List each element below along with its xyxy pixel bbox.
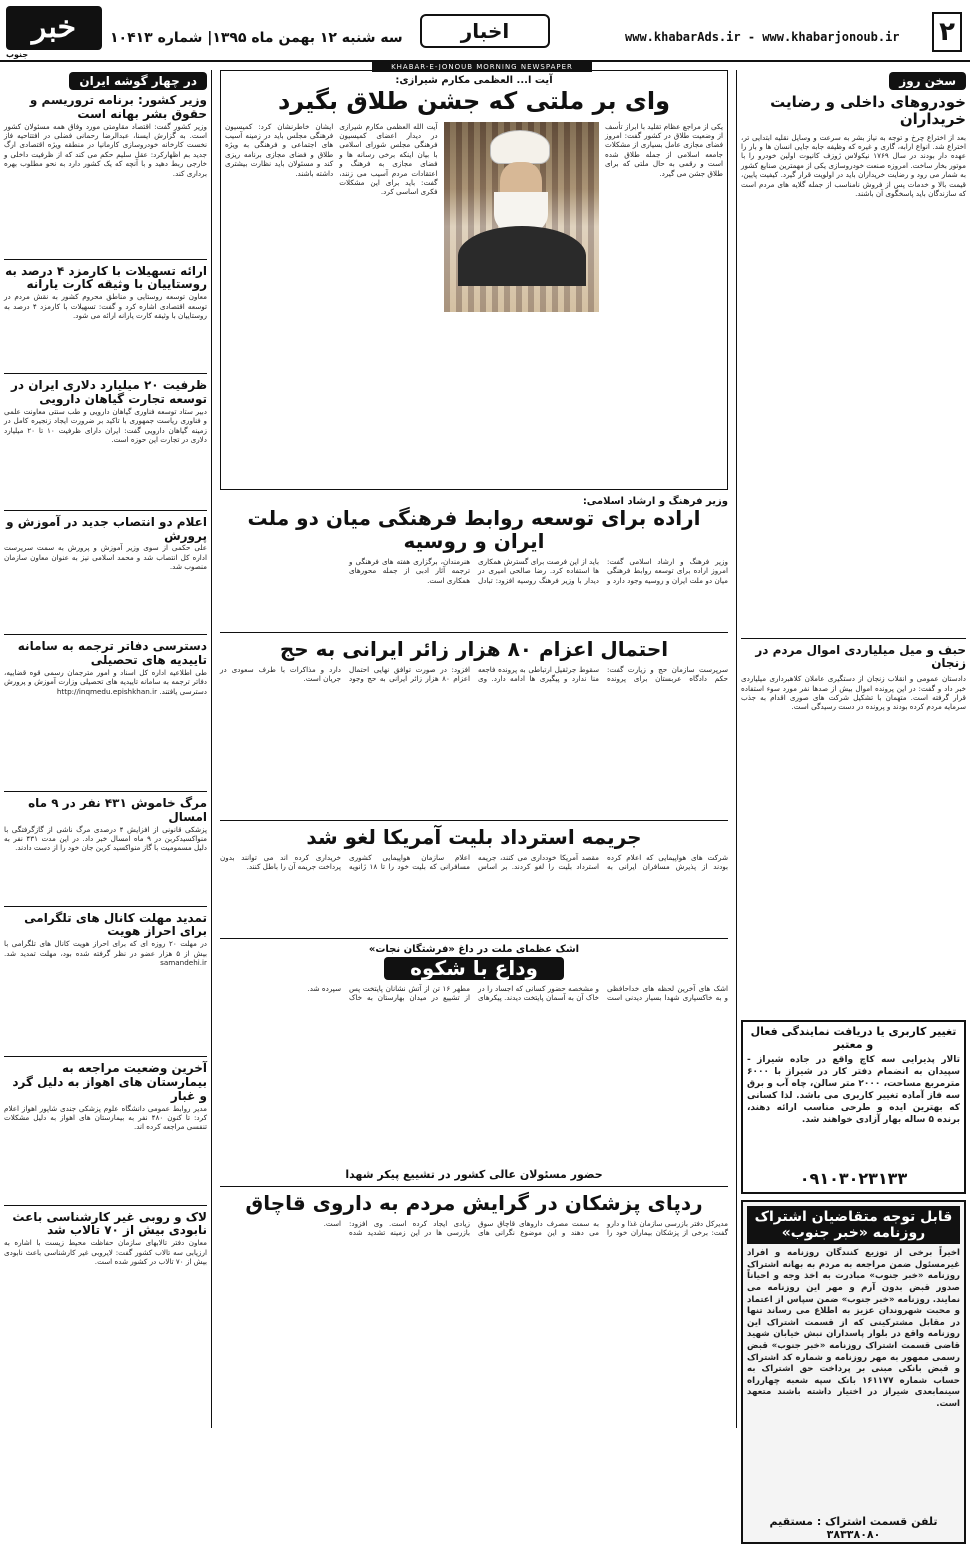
brief-text: مدیر روابط عمومی دانشگاه علوم پزشکی جندی شاپور اهواز اعلام کرد: تا کنون ۴۸۰ نفر به بیمارستان های اهواز به دلیل مشکلات تنفسی مراجعه کرده اند. — [4, 1103, 207, 1132]
brief-item — [4, 797, 207, 901]
top-story-kicker: آیت ا... العظمی مکارم شیرازی: — [395, 75, 553, 86]
brief-text: طی اطلاعیه اداره کل اسناد و امور مترجمان رسمی قوه قضاییه، دفاتر ترجمه به سامانه تاییدیه های تحصیلی وزارت آموزش و پرورش دسترسی یافتند. http://inqmedu.epishkhan.ir — [4, 667, 207, 696]
culture-text: وزیر فرهنگ و ارشاد اسلامی گفت: امروز اراده برای توسعه روابط فرهنگی میان دو ملت ایران و روسیه وجود دارد و باید از این فرصت برای گسترش همکاری ها استفاده کرد. رضا صالحی امیری در دیدار با وزیر فرهنگ روسیه افزود: تبادل هنرمندان، برگزاری هفته های فرهنگی و ترجمه آثار ادبی از جمله محورهای همکاری است. — [349, 557, 728, 585]
doctor-text: مدیرکل دفتر بازرسی سازمان غذا و دارو گفت: برخی از پزشکان بیماران خود را به سمت مصرف داروهای قاچاق سوق می دهند و این موضوع نگرانی های زیادی ایجاد کرده است. وی افزود: بازرسی ها در این زمینه تشدید شده است. — [323, 1219, 728, 1238]
main-column — [216, 70, 732, 1428]
top-story-headline: وای بر ملتی که جشن طلاق بگیرد — [277, 87, 671, 115]
ad-subscription-phone: تلفن قسمت اشتراک : مستقیم ۳۸۳۳۸۰۸۰ — [769, 1515, 938, 1541]
doctor-story — [220, 1192, 728, 1349]
brief-item — [4, 516, 207, 630]
brief-item — [4, 640, 207, 786]
brief-title: وزیر کشور: برنامه تروریسم و حقوق بشر بهانه است — [29, 93, 207, 121]
brief-text: در مهلت ۲۰ روزه ای که برای احراز هویت کانال های تلگرامی با بیش از ۵ هزار عضو در نظر گرفته شده بود، مهلت تمدید شد. samandehi.ir — [4, 939, 208, 967]
brief-text: پزشکی قانونی از افزایش ۴ درصدی مرگ ناشی از گازگرفتگی با منواکسیدکربن در ۹ ماه امسال خبر داد. در این مدت ۴۳۱ نفر به دلیل مسمومیت با گاز منواکسید کربن جان خود را از دست دادند. — [4, 824, 208, 853]
brief-text: دبیر ستاد توسعه فناوری گیاهان دارویی و طب سنتی معاونت علمی و فناوری ریاست جمهوری با تاکید بر ضرورت ایجاد زنجیره کامل در زمینه گیاهان دارویی گفت: ایران دارای ظرفیت ۱۰ تا ۲۰ میلیارد دلاری در تجارت این حوزه است. — [4, 406, 207, 444]
farewell-kicker: اشک عظمای ملت در داغ «فرشتگان نجات» — [368, 944, 580, 955]
brief-title: لاک و روبی غیر کارشناسی باعث نابودی بیش از ۷۰ تالاب شد — [12, 1209, 207, 1238]
cleric-photo — [444, 122, 599, 312]
brief-item — [4, 265, 207, 369]
brief-item — [4, 379, 207, 505]
brief-item — [4, 1211, 207, 1335]
hajj-story — [220, 638, 728, 815]
ad-subscription-text: اخیراً برخی از توزیع کنندگان روزنامه و افراد غیرمسئول ضمن مراجعه به مردم به بهانه اشتراک روزنامه «خبر جنوب» مبادرت به اخذ وجه و احیاناً صدور قبض بدون آرم و مهر این روزنامه می نمایند. روزنامه «خبر جنوب» ضمن سپاس از اعتماد و محبت شهروندان عزیز به اطلاع می رساند تنها در مقابل مشترکینی که از قسمت اشتراک این روزنامه واقع در بلوار پاسداران نبش خیابان شهید قاضی قسمت اشتراک روزنامه «خبر جنوب» قبض رسمی ممهور به مهر روزنامه و شماره کد اشتراک و قبض بانکی مبنی بر پرداخت حق اشتراک به حساب شماره ۱۶۱۱۷۷ بانک سپه شعبه چهارراه سینمابعدی شیراز در اختیار داشته باشند متعهد است. — [747, 1248, 960, 1409]
newspaper-logo-subtitle: جنوب — [6, 50, 29, 59]
brief-text: وزیر کشور گفت: اقتصاد مقاومتی مورد وفاق همه مسئولان کشور است. به گزارش ایسنا، عبدالرضا رحمانی فضلی در افتتاحیه فاز نخست کارخانه خودروسازی کارمانیا در منطقه ویژه اقتصادی ارگ جدید بم اظهارکرد: عقل سلیم حکم می کند که از ظرفیت داخلی و خارجی ربط دهید و با آنچه که یک کشور دارد به نحو مطلوب بهره برداری کند. — [4, 121, 207, 178]
section-tab-word-of-day: سخن روز — [889, 72, 966, 90]
ticket-headline: جریمه استرداد بلیت آمریکا لغو شد — [306, 825, 642, 849]
website-urls: www.khabarAds.ir - www.khabarjonoub.ir — [625, 30, 900, 44]
hajj-text: سرپرست سازمان حج و زیارت گفت: حکم دادگاه عربستان برای پرونده سقوط جرثقیل ارتباطی به پرونده فاجعه منا ندارد و پیگیری ها ادامه دارد. وی افزود: در صورت توافق نهایی احتمال اعزام ۸۰ هزار زائر ایرانی به حج وجود دارد و مذاکرات با طرف سعودی در جریان است. — [220, 665, 728, 684]
ticket-text: شرکت های هواپیمایی که اعلام کرده بودند از پذیرش مسافران ایرانی به مقصد آمریکا خودداری می کنند، جریمه استرداد بلیت را لغو کردند. بر اساس اعلام سازمان هواپیمایی کشوری مسافرانی که بلیت خود را تا ۱۸ ژانویه خریداری کرده اند می توانند بدون پرداخت جریمه آن را باطل کنند. — [220, 853, 728, 872]
hajj-headline: احتمال اعزام ۸۰ هزار زائر ایرانی به حج — [279, 637, 669, 661]
brief-item — [4, 912, 207, 1052]
masthead — [0, 0, 970, 62]
issue-date: سه شنبه ۱۲ بهمن ماه ۱۳۹۵| شماره ۱۰۴۱۳ — [110, 30, 403, 46]
brief-text: علی حکمی از سوی وزیر آموزش و پرورش به سمت سرپرست اداره کل انتصاب شد و محمد اسلامی نیز به عنوان معاون سازمان منصوب شد. — [4, 543, 207, 572]
editorial-text: بعد از اختراع چرخ و توجه به نیاز بشر به سرعت و وسایل نقلیه ابتدایی تر، اختراع شد. انواع ارابه، گاری و غیره که وظیفه جابه جایی انسان ها و بار را عهده دار بودند در سال ۱۷۶۹ نیکولاس ژوزف کانیوت اولین خودرو را با موتور بخار ساخت. امروزه صنعت خودروسازی یکی از مهمترین صنایع کشور به شمار می رود و رضایت خریداران باید در اولویت قرار گیرد. کیفیت پایین، قیمت بالا و خدمات پس از فروش نامناسب از جمله گلایه های مردم است که سازندگان باید پاسخگوی آن باشند. — [741, 132, 966, 198]
zanjan-headline: حبف و میل میلیاردی اموال مردم در زنجان — [755, 642, 966, 671]
brief-title: ارائه تسهیلات با کارمزد ۴ درصد به روستاییان با وثیقه کارت یارانه — [5, 263, 207, 292]
top-story-text: آیت الله العظمی مکارم شیرازی در دیدار اعضای کمیسیون فرهنگی مجلس شورای اسلامی با بیان اینکه برخی رسانه ها و فضای مجازی به فرهنگ و اعتقادات مردم آسیب می زنند، گفت: باید برای این مشکلات فکری اساسی کرد. — [339, 121, 438, 197]
brief-title: ظرفیت ۲۰ میلیارد دلاری ایران در توسعه تجارت گیاهان دارویی — [11, 378, 207, 406]
ad-hall-text: تالار پذیرایی سه کاچ واقع در جاده شیراز - سپیدان به انضمام دفتر کار در شیراز با ۶۰۰۰ مترمربع مساحت، ۲۰۰۰ متر سالن، چاه آب و برق سه فاز آماده تغییر کاربری می باشد. لذا کسانی که بهترین ایده و طرحی مناسب ارائه دهند، برنده ۵ ساله بهار آزادی خواهند شد. — [747, 1055, 960, 1126]
ticket-story — [220, 826, 728, 933]
brief-text: معاون توسعه روستایی و مناطق محروم کشور به نقش مردم در توسعه اقتصادی اشاره کرد و گفت: تسهیلات با کارمزد ۴ درصد به روستاییان با وثیقه کارت یارانه ارائه می شود. — [4, 292, 207, 320]
culture-kicker: وزیر فرهنگ و ارشاد اسلامی: — [582, 496, 728, 507]
farewell-text: اشک های آخرین لحظه های خداحافظی و به خاکسپاری شهدا بسیار دیدنی است و مشخصه حضور کسانی که اجساد را در خاک آن به آسمان پایتخت دیدند. پیکرهای مطهر ۱۶ تن از آتش نشانان پایتخت پس از تشییع در میدان بهارستان به خاک سپرده شد. — [307, 984, 728, 1003]
english-strip: KHABAR-E-JONOUB MORNING NEWSPAPER — [372, 62, 592, 72]
advertisement-subscription — [741, 1200, 966, 1544]
section-tab-four-corners: در چهار گوشه ایران — [69, 72, 207, 90]
brief-text: معاون دفتر تالابهای سازمان حفاظت محیط زیست با اشاره به ارزیابی سه تالاب کشور گفت: لایروبی غیر کارشناسی باعث نابودی بیش از ۷۰ تالاب در کشور شده است. — [4, 1238, 207, 1266]
page-number: ۲ — [932, 12, 962, 52]
top-story-text: یکی از مراجع عظام تقلید با ابراز تأسف از وضعیت طلاق در کشور گفت: امروز فضای مجازی عامل بسیاری از مشکلات جامعه اسلامی از جمله طلاق شده است و رقمی به حال ملتی که برای طلاق جشن می گیرد. — [604, 121, 723, 178]
farewell-headline: وداع با شکوه — [384, 957, 564, 980]
zanjan-text: دادستان عمومی و انقلاب زنجان از دستگیری عاملان کلاهبرداری میلیاردی خبر داد و گفت: در این پرونده اموال بیش از صدها نفر مورد سوء استفاده قرار گرفته است. متهمان با تشکیل شرکت های صوری اقدام به جذب سرمایه مردم کرده بودند و پرونده در دست رسیدگی است. — [741, 674, 966, 712]
brief-title: آخرین وضعیت مراجعه به بیمارستان های اهواز به دلیل گرد و غبار — [12, 1061, 207, 1103]
top-story — [220, 70, 728, 490]
ad-hall-title: تغییر کاربری یا دریافت نمایندگی فعال و معتبر — [750, 1025, 957, 1051]
culture-headline: اراده برای توسعه روابط فرهنگی میان دو ملت ایران و روسیه — [247, 506, 701, 553]
right-column — [736, 70, 966, 1541]
advertisement-hall — [741, 1020, 966, 1194]
culture-story — [220, 496, 728, 627]
ad-hall-phone: ۰۹۱۰۳۰۲۳۱۳۳ — [799, 1169, 908, 1189]
brief-item — [4, 94, 207, 254]
newspaper-logo: خبر — [6, 6, 102, 50]
farewell-story — [220, 944, 728, 1181]
section-title: اخبار — [420, 14, 550, 48]
left-column — [4, 70, 212, 1428]
ad-subscription-title: قابل توجه متقاضیان اشتراک روزنامه «خبر جنوب» — [747, 1206, 960, 1244]
top-story-text: ایشان خاطرنشان کرد: کمیسیون فرهنگی مجلس باید در زمینه آسیب های اجتماعی و فرهنگی به ویژه طلاق و فضای مجازی برنامه ریزی کند و مسئولان باید نظارت بیشتری داشته باشند. — [225, 121, 334, 178]
brief-title: دسترسی دفاتر ترجمه به سامانه تاییدیه های تحصیلی — [17, 639, 207, 668]
brief-item — [4, 1062, 207, 1199]
brief-title: مرگ خاموش ۴۳۱ نفر در ۹ ماه امسال — [28, 795, 207, 824]
farewell-subheading: حضور مسئولان عالی کشور در تشییع پیکر شهدا — [345, 1168, 603, 1181]
brief-title: اعلام دو انتصاب جدید در آموزش و پرورش — [6, 514, 207, 543]
brief-title: تمدید مهلت کانال های تلگرامی برای احراز هویت — [24, 910, 207, 939]
editorial-headline: خودروهای داخلی و رضایت خریداران — [770, 93, 966, 129]
doctor-headline: ردپای پزشکان در گرایش مردم به داروی قاچاق — [245, 1191, 703, 1215]
